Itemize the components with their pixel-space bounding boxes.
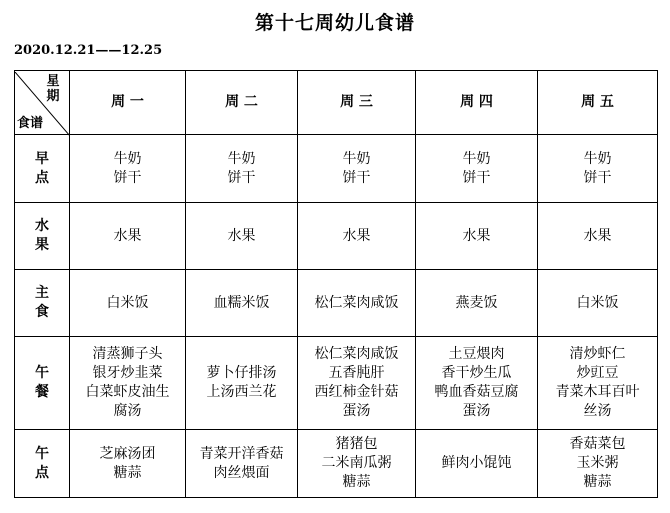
menu-cell: [186, 337, 298, 430]
row-label-char: 点: [35, 169, 49, 186]
menu-cell: [70, 135, 186, 203]
menu-cell: [538, 430, 658, 498]
row-label-char: 午: [35, 445, 49, 462]
row-label: [15, 203, 70, 270]
row-label-char: 主: [35, 285, 49, 301]
table-row: [15, 135, 658, 203]
menu-cell: [70, 203, 186, 270]
dish-line: 水果: [113, 227, 142, 244]
menu-cell: [416, 203, 538, 270]
date-range: 2020.12.21——12.25: [14, 43, 163, 58]
day-header: 周 三: [298, 71, 416, 135]
dish-line: 腐汤: [113, 403, 142, 419]
dish-line: 水果: [583, 227, 612, 244]
dish-line: 芝麻汤团: [99, 445, 156, 462]
menu-cell: [298, 135, 416, 203]
menu-cell: [186, 430, 298, 498]
dish-line: 牛奶: [113, 150, 142, 167]
row-label: [15, 135, 70, 203]
dish-line: 丝汤: [583, 403, 612, 419]
menu-cell: [298, 430, 416, 498]
dish-line: 萝卜仔排汤: [206, 365, 277, 381]
dish-line: 牛奶: [583, 150, 612, 167]
menu-cell: [538, 270, 658, 337]
row-label: [15, 337, 70, 430]
header-row: [15, 71, 658, 135]
dish-line: 青菜开洋香菇: [199, 445, 284, 462]
dish-line: 水果: [462, 227, 491, 244]
menu-cell: [538, 337, 658, 430]
dish-line: 水果: [227, 227, 256, 244]
menu-cell: [186, 135, 298, 203]
dish-line: 糖蒜: [113, 464, 142, 481]
dish-line: 青菜木耳百叶: [555, 384, 640, 400]
dish-line: 白米饭: [106, 294, 149, 311]
dish-line: 炒豇豆: [576, 365, 619, 381]
row-label-char: 早: [35, 150, 49, 167]
corner-cell: [15, 71, 70, 135]
dish-line: 牛奶: [462, 150, 491, 167]
day-header: 周 五: [538, 71, 658, 135]
row-label-char: 食: [35, 304, 49, 320]
dish-line: 白米饭: [576, 294, 619, 311]
dish-line: 燕麦饭: [455, 294, 498, 311]
dish-line: 血糯米饭: [213, 294, 270, 311]
row-label-char: 点: [35, 464, 49, 481]
menu-cell: [70, 337, 186, 430]
menu-cell: [538, 203, 658, 270]
corner-bottom-label: 食谱: [17, 115, 44, 131]
menu-cell: [70, 270, 186, 337]
menu-cell: [298, 270, 416, 337]
menu-cell: [416, 430, 538, 498]
dish-line: 上汤西兰花: [206, 384, 277, 400]
dish-line: 饼干: [227, 169, 256, 186]
menu-cell: [416, 270, 538, 337]
table-row: [15, 270, 658, 337]
dish-line: 猪猪包: [335, 436, 378, 452]
dish-line: 鸭血香菇豆腐: [434, 384, 519, 400]
dish-line: 清蒸狮子头: [92, 346, 163, 362]
table-row: [15, 337, 658, 430]
dish-line: 蛋汤: [342, 403, 371, 419]
menu-cell: [186, 270, 298, 337]
row-label-char: 餐: [35, 384, 49, 400]
dish-line: 蛋汤: [462, 403, 491, 419]
menu-cell: [298, 337, 416, 430]
dish-line: 银牙炒韭菜: [92, 365, 163, 381]
row-label: [15, 430, 70, 498]
menu-cell: [416, 337, 538, 430]
dish-line: 松仁菜肉咸饭: [314, 294, 399, 311]
dish-line: 香菇菜包: [569, 436, 626, 452]
row-label: [15, 270, 70, 337]
dish-line: 牛奶: [227, 150, 256, 167]
dish-line: 肉丝煨面: [213, 464, 270, 481]
menu-cell: [538, 135, 658, 203]
dish-line: 香干炒生瓜: [441, 365, 512, 381]
dish-line: 水果: [342, 227, 371, 244]
dish-line: 五香肫肝: [328, 365, 385, 381]
dish-line: 饼干: [583, 169, 612, 186]
dish-line: 土豆煨肉: [448, 346, 505, 362]
table-row: [15, 203, 658, 270]
dish-line: 糖蒜: [342, 474, 371, 490]
dish-line: 鲜肉小馄饨: [441, 455, 512, 471]
dish-line: 糖蒜: [583, 474, 612, 490]
menu-table: [14, 70, 658, 498]
dish-line: 松仁菜肉咸饭: [314, 346, 399, 362]
menu-cell: [298, 203, 416, 270]
dish-line: 清炒虾仁: [569, 346, 626, 362]
dish-line: 饼干: [342, 169, 371, 186]
page-title: 第十七周幼儿食谱: [254, 12, 415, 34]
dish-line: 玉米粥: [576, 455, 619, 471]
dish-line: 饼干: [113, 169, 142, 186]
row-label-char: 午: [35, 365, 49, 381]
dish-line: 饼干: [462, 169, 491, 186]
row-label-char: 水: [35, 218, 49, 234]
dish-line: 牛奶: [342, 150, 371, 167]
menu-cell: [186, 203, 298, 270]
day-header: 周 一: [70, 71, 186, 135]
dish-line: 西红柿金针菇: [314, 384, 399, 400]
table-row: [15, 430, 658, 498]
dish-line: 白菜虾皮油生: [85, 384, 170, 400]
menu-cell: [70, 430, 186, 498]
menu-cell: [416, 135, 538, 203]
dish-line: 二米南瓜粥: [321, 455, 392, 471]
row-label-char: 果: [35, 237, 49, 253]
day-header: 周 四: [416, 71, 538, 135]
corner-top-label: 星期: [46, 73, 60, 104]
day-header: 周 二: [186, 71, 298, 135]
